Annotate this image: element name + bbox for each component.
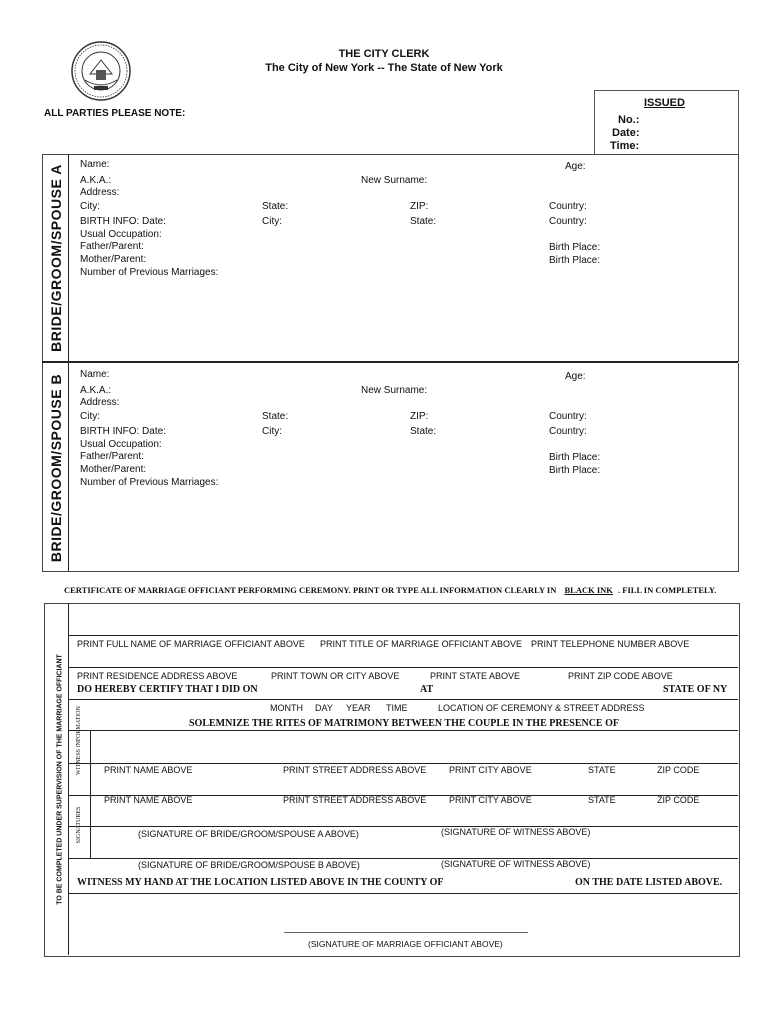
at-text: AT: [420, 684, 434, 695]
b-zip-label: ZIP:: [410, 411, 429, 422]
witness2-name-label: PRINT NAME ABOVE: [104, 795, 193, 805]
a-aka-label: A.K.A.:: [80, 175, 112, 186]
officiant-phone-label: PRINT TELEPHONE NUMBER ABOVE: [531, 639, 690, 649]
certify-text: DO HEREBY CERTIFY THAT I DID ON: [77, 684, 258, 695]
certificate-heading: [64, 584, 716, 596]
solemnize-text: SOLEMNIZE THE RITES OF MATRIMONY BETWEEN THE COUPLE IN THE PRESENCE OF: [189, 718, 619, 729]
witness2-state-label: STATE: [588, 795, 616, 805]
a-address-label: Address:: [80, 187, 120, 198]
month-label: MONTH: [270, 703, 303, 713]
b-father-birthplace-label: Birth Place:: [549, 452, 601, 463]
witness2-city-label: PRINT CITY ABOVE: [449, 795, 532, 805]
spouse-b-side-label: BRIDE/GROOM/SPOUSE B: [48, 373, 64, 563]
a-birth-info-label: BIRTH INFO: Date:: [80, 216, 166, 227]
b-state-label: State:: [262, 411, 289, 422]
residence-label: PRINT RESIDENCE ADDRESS ABOVE: [77, 671, 238, 681]
a-age-label: Age:: [565, 161, 586, 172]
b-age-label: Age:: [565, 371, 586, 382]
witness-hand-text: WITNESS MY HAND AT THE LOCATION LISTED ABOVE IN THE COUNTY OF: [77, 877, 444, 888]
witness2-zip-label: ZIP CODE: [657, 795, 700, 805]
b-city-label: City:: [80, 411, 100, 422]
issued-no: No.:: [618, 114, 640, 126]
b-name-label: Name:: [80, 369, 110, 380]
fill-completely-note: . FILL IN COMPLETELY.: [618, 585, 717, 595]
state-ny-text: STATE OF NY: [663, 684, 728, 695]
witness1-zip-label: ZIP CODE: [657, 765, 700, 775]
witness1-name-label: PRINT NAME ABOVE: [104, 765, 193, 775]
all-parties-note: ALL PARTIES PLEASE NOTE:: [44, 108, 186, 119]
a-prev-marriages-label: Number of Previous Marriages:: [80, 267, 219, 278]
a-mother-label: Mother/Parent:: [80, 254, 147, 265]
a-occupation-label: Usual Occupation:: [80, 229, 162, 240]
certificate-heading-text: CERTIFICATE OF MARRIAGE OFFICIANT PERFORMING CEREMONY. PRINT OR TYPE ALL INFORMATION CLEARLY IN: [64, 585, 557, 595]
officiant-certificate-section: [44, 603, 740, 957]
a-name-label: Name:: [80, 159, 110, 170]
signature-witness2-label: (SIGNATURE OF WITNESS ABOVE): [441, 859, 591, 869]
b-country-label: Country:: [549, 411, 587, 422]
issued-time: Time:: [610, 140, 640, 152]
a-city-label: City:: [80, 201, 100, 212]
a-father-label: Father/Parent:: [80, 241, 144, 252]
b-aka-label: A.K.A.:: [80, 385, 112, 396]
witness2-street-label: PRINT STREET ADDRESS ABOVE: [283, 795, 427, 805]
officiant-side-label: TO BE COMPLETED UNDER SUPERVISION OF THE MARRIAGE OFFICIANT: [56, 654, 64, 905]
b-birth-state-label: State:: [410, 426, 437, 437]
b-mother-birthplace-label: Birth Place:: [549, 465, 601, 476]
witness1-state-label: STATE: [588, 765, 616, 775]
signature-witness1-label: (SIGNATURE OF WITNESS ABOVE): [441, 827, 591, 837]
page-title: THE CITY CLERK: [338, 48, 430, 60]
signatures-side-label: SIGNATURES: [76, 806, 82, 844]
a-birth-state-label: State:: [410, 216, 437, 227]
b-prev-marriages-label: Number of Previous Marriages:: [80, 477, 219, 488]
time-label: TIME: [386, 703, 408, 713]
year-label: YEAR: [346, 703, 371, 713]
signature-a-label: (SIGNATURE OF BRIDE/GROOM/SPOUSE A ABOVE): [138, 829, 359, 839]
a-zip-label: ZIP:: [410, 201, 429, 212]
spouse-a-side-label: BRIDE/GROOM/SPOUSE A: [48, 164, 64, 352]
a-state-label: State:: [262, 201, 289, 212]
officiant-signature-label: (SIGNATURE OF MARRIAGE OFFICIANT ABOVE): [308, 939, 503, 949]
location-label: LOCATION OF CEREMONY & STREET ADDRESS: [438, 703, 645, 713]
a-country-label: Country:: [549, 201, 587, 212]
issued-date: Date:: [612, 127, 640, 139]
day-label: DAY: [315, 703, 333, 713]
a-birth-city-label: City:: [262, 216, 282, 227]
officiant-title-label: PRINT TITLE OF MARRIAGE OFFICIANT ABOVE: [320, 639, 523, 649]
witness-info-side-label: WITNESS INFORMATION: [76, 706, 82, 775]
b-birth-city-label: City:: [262, 426, 282, 437]
b-birth-info-label: BIRTH INFO: Date:: [80, 426, 166, 437]
b-father-label: Father/Parent:: [80, 451, 144, 462]
issued-heading: ISSUED: [644, 97, 685, 109]
town-label: PRINT TOWN OR CITY ABOVE: [271, 671, 400, 681]
b-birth-country-label: Country:: [549, 426, 587, 437]
officiant-name-label: PRINT FULL NAME OF MARRIAGE OFFICIANT ABOVE: [77, 639, 305, 649]
signature-b-label: (SIGNATURE OF BRIDE/GROOM/SPOUSE B ABOVE): [138, 860, 360, 870]
a-new-surname-label: New Surname:: [361, 175, 428, 186]
a-father-birthplace-label: Birth Place:: [549, 242, 601, 253]
state-label: PRINT STATE ABOVE: [430, 671, 521, 681]
zip-label: PRINT ZIP CODE ABOVE: [568, 671, 673, 681]
a-birth-country-label: Country:: [549, 216, 587, 227]
b-address-label: Address:: [80, 397, 120, 408]
a-mother-birthplace-label: Birth Place:: [549, 255, 601, 266]
witness1-city-label: PRINT CITY ABOVE: [449, 765, 532, 775]
b-new-surname-label: New Surname:: [361, 385, 428, 396]
b-occupation-label: Usual Occupation:: [80, 439, 162, 450]
witness1-street-label: PRINT STREET ADDRESS ABOVE: [283, 765, 427, 775]
black-ink-note: BLACK INK: [564, 585, 613, 595]
on-date-text: ON THE DATE LISTED ABOVE.: [575, 877, 723, 888]
page-subtitle: The City of New York -- The State of New York: [265, 62, 503, 74]
b-mother-label: Mother/Parent:: [80, 464, 147, 475]
